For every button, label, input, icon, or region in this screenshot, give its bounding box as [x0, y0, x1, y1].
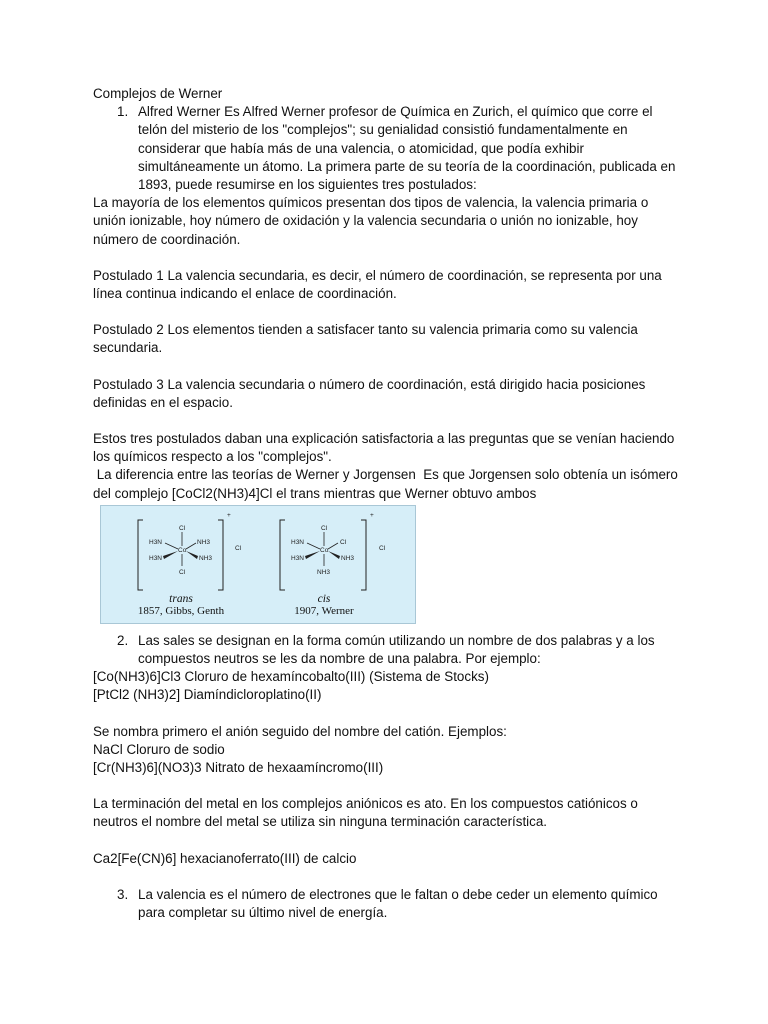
list-number: 3.: [117, 886, 129, 902]
document-title: Complejos de Werner: [93, 86, 223, 101]
trans-lower-left-ligand: H3N: [149, 554, 163, 562]
trans-upper-left-ligand: H3N: [149, 538, 163, 546]
paragraph-valencia: La mayoría de los elementos químicos presentan dos tipos de valencia, la valencia primaria o unión ionizable, hoy número de oxidación y la valencia secundaria o unión no ionizable, hoy número de coordinación.: [93, 195, 649, 247]
cis-lower-right-ligand: NH3: [341, 554, 355, 562]
bracket-right: [361, 520, 366, 590]
trans-counter-ion: Cl: [235, 544, 242, 552]
paragraph-werner-jorgensen: La diferencia entre las teorías de Werner y Jorgensen Es que Jorgensen solo obtenía un isómero del complejo [CoCl2(NH3)4]Cl el trans mientras que Werner obtuvo ambos: [93, 467, 682, 501]
trans-bottom-ligand: Cl: [179, 568, 186, 576]
cis-upper-right-ligand: Cl: [340, 538, 347, 546]
trans-lower-right-ligand: NH3: [199, 554, 213, 562]
example-line: [Co(NH3)6]Cl3 Cloruro de hexamíncobalto(III) (Sistema de Stocks): [93, 669, 489, 685]
paragraph-terminacion: La terminación del metal en los complejos aniónicos es ato. En los compuestos catiónicos o neutros el nombre del metal se utiliza sin ninguna terminación característica.: [93, 796, 638, 830]
list-item-text: La valencia es el número de electrones que le faltan o debe ceder un elemento químico para completar su último nivel de energía.: [138, 886, 658, 921]
example-line: [PtCl2 (NH3)2] Diamíndicloroplatino(II): [93, 687, 322, 703]
list-item-2: [93, 632, 683, 668]
paragraph-postulado-1: Postulado 1 La valencia secundaria, es decir, el número de coordinación, se representa por una línea continua indicando el enlace de coordinación.: [93, 267, 662, 302]
example-line: [Cr(NH3)6](NO3)3 Nitrato de hexaamíncromo(III): [93, 760, 384, 776]
example-line: NaCl Cloruro de sodio: [93, 741, 225, 757]
cis-top-ligand: Cl: [321, 524, 328, 532]
bracket-right: [218, 520, 223, 590]
trans-label: trans: [169, 592, 193, 605]
bracket-left: [138, 520, 143, 590]
paragraph-anion: Se nombra primero el anión seguido del nombre del catión. Ejemplos:: [93, 723, 507, 739]
bracket-left: [280, 520, 285, 590]
paragraph-postulado-3: Postulado 3 La valencia secundaria o número de coordinación, está dirigido hacia posiciones definidas en el espacio.: [93, 376, 646, 410]
cis-label: cis: [317, 592, 331, 605]
document-body: [93, 85, 683, 922]
cis-lower-left-ligand: H3N: [291, 554, 305, 562]
trans-credit: 1857, Gibbs, Genth: [137, 604, 225, 617]
cis-isomer: [280, 512, 386, 617]
trans-upper-right-ligand: NH3: [197, 538, 211, 546]
cis-counter-ion: Cl: [379, 544, 386, 552]
isomer-figure: [100, 505, 416, 624]
list-number: 2.: [117, 632, 129, 648]
trans-top-ligand: Cl: [179, 524, 186, 532]
trans-isomer: [138, 512, 242, 617]
cis-metal: Co: [320, 546, 329, 554]
isomer-diagram: [101, 506, 415, 623]
list-item-text: Las sales se designan en la forma común utilizando un nombre de dos palabras y a los compuestos neutros se les da nombre de una palabra. Por ejemplo:: [138, 632, 655, 667]
trans-charge: +: [227, 511, 231, 519]
example-line: Ca2[Fe(CN)6] hexacianoferrato(III) de calcio: [93, 850, 357, 866]
list-number: 1.: [117, 104, 129, 120]
cis-credit: 1907, Werner: [294, 604, 354, 617]
paragraph-postulados-summary: Estos tres postulados daban una explicación satisfactoria a las preguntas que se venían haciendo los químicos respecto a los "complejos".: [93, 431, 675, 465]
cis-upper-left-ligand: H3N: [291, 538, 305, 546]
list-item-1: [93, 103, 683, 194]
paragraph-postulado-2: Postulado 2 Los elementos tienden a satisfacer tanto su valencia primaria como su valencia secundaria.: [93, 322, 638, 356]
list-item-3: [93, 886, 683, 922]
cis-charge: +: [370, 511, 374, 519]
trans-metal: Co: [178, 546, 187, 554]
cis-bottom-ligand: NH3: [317, 568, 331, 576]
list-item-text: Alfred Werner Es Alfred Werner profesor de Química en Zurich, el químico que corre el telón del misterio de los "complejos"; su genialidad consistió fundamentalmente en considerar que había más de una valencia, o atomicidad, que podía exhibir simultáneamente un átomo. La primera parte de su teoría de la coordinación, publicada en 1893, puede resumirse en los siguientes tres postulados:: [138, 104, 676, 193]
